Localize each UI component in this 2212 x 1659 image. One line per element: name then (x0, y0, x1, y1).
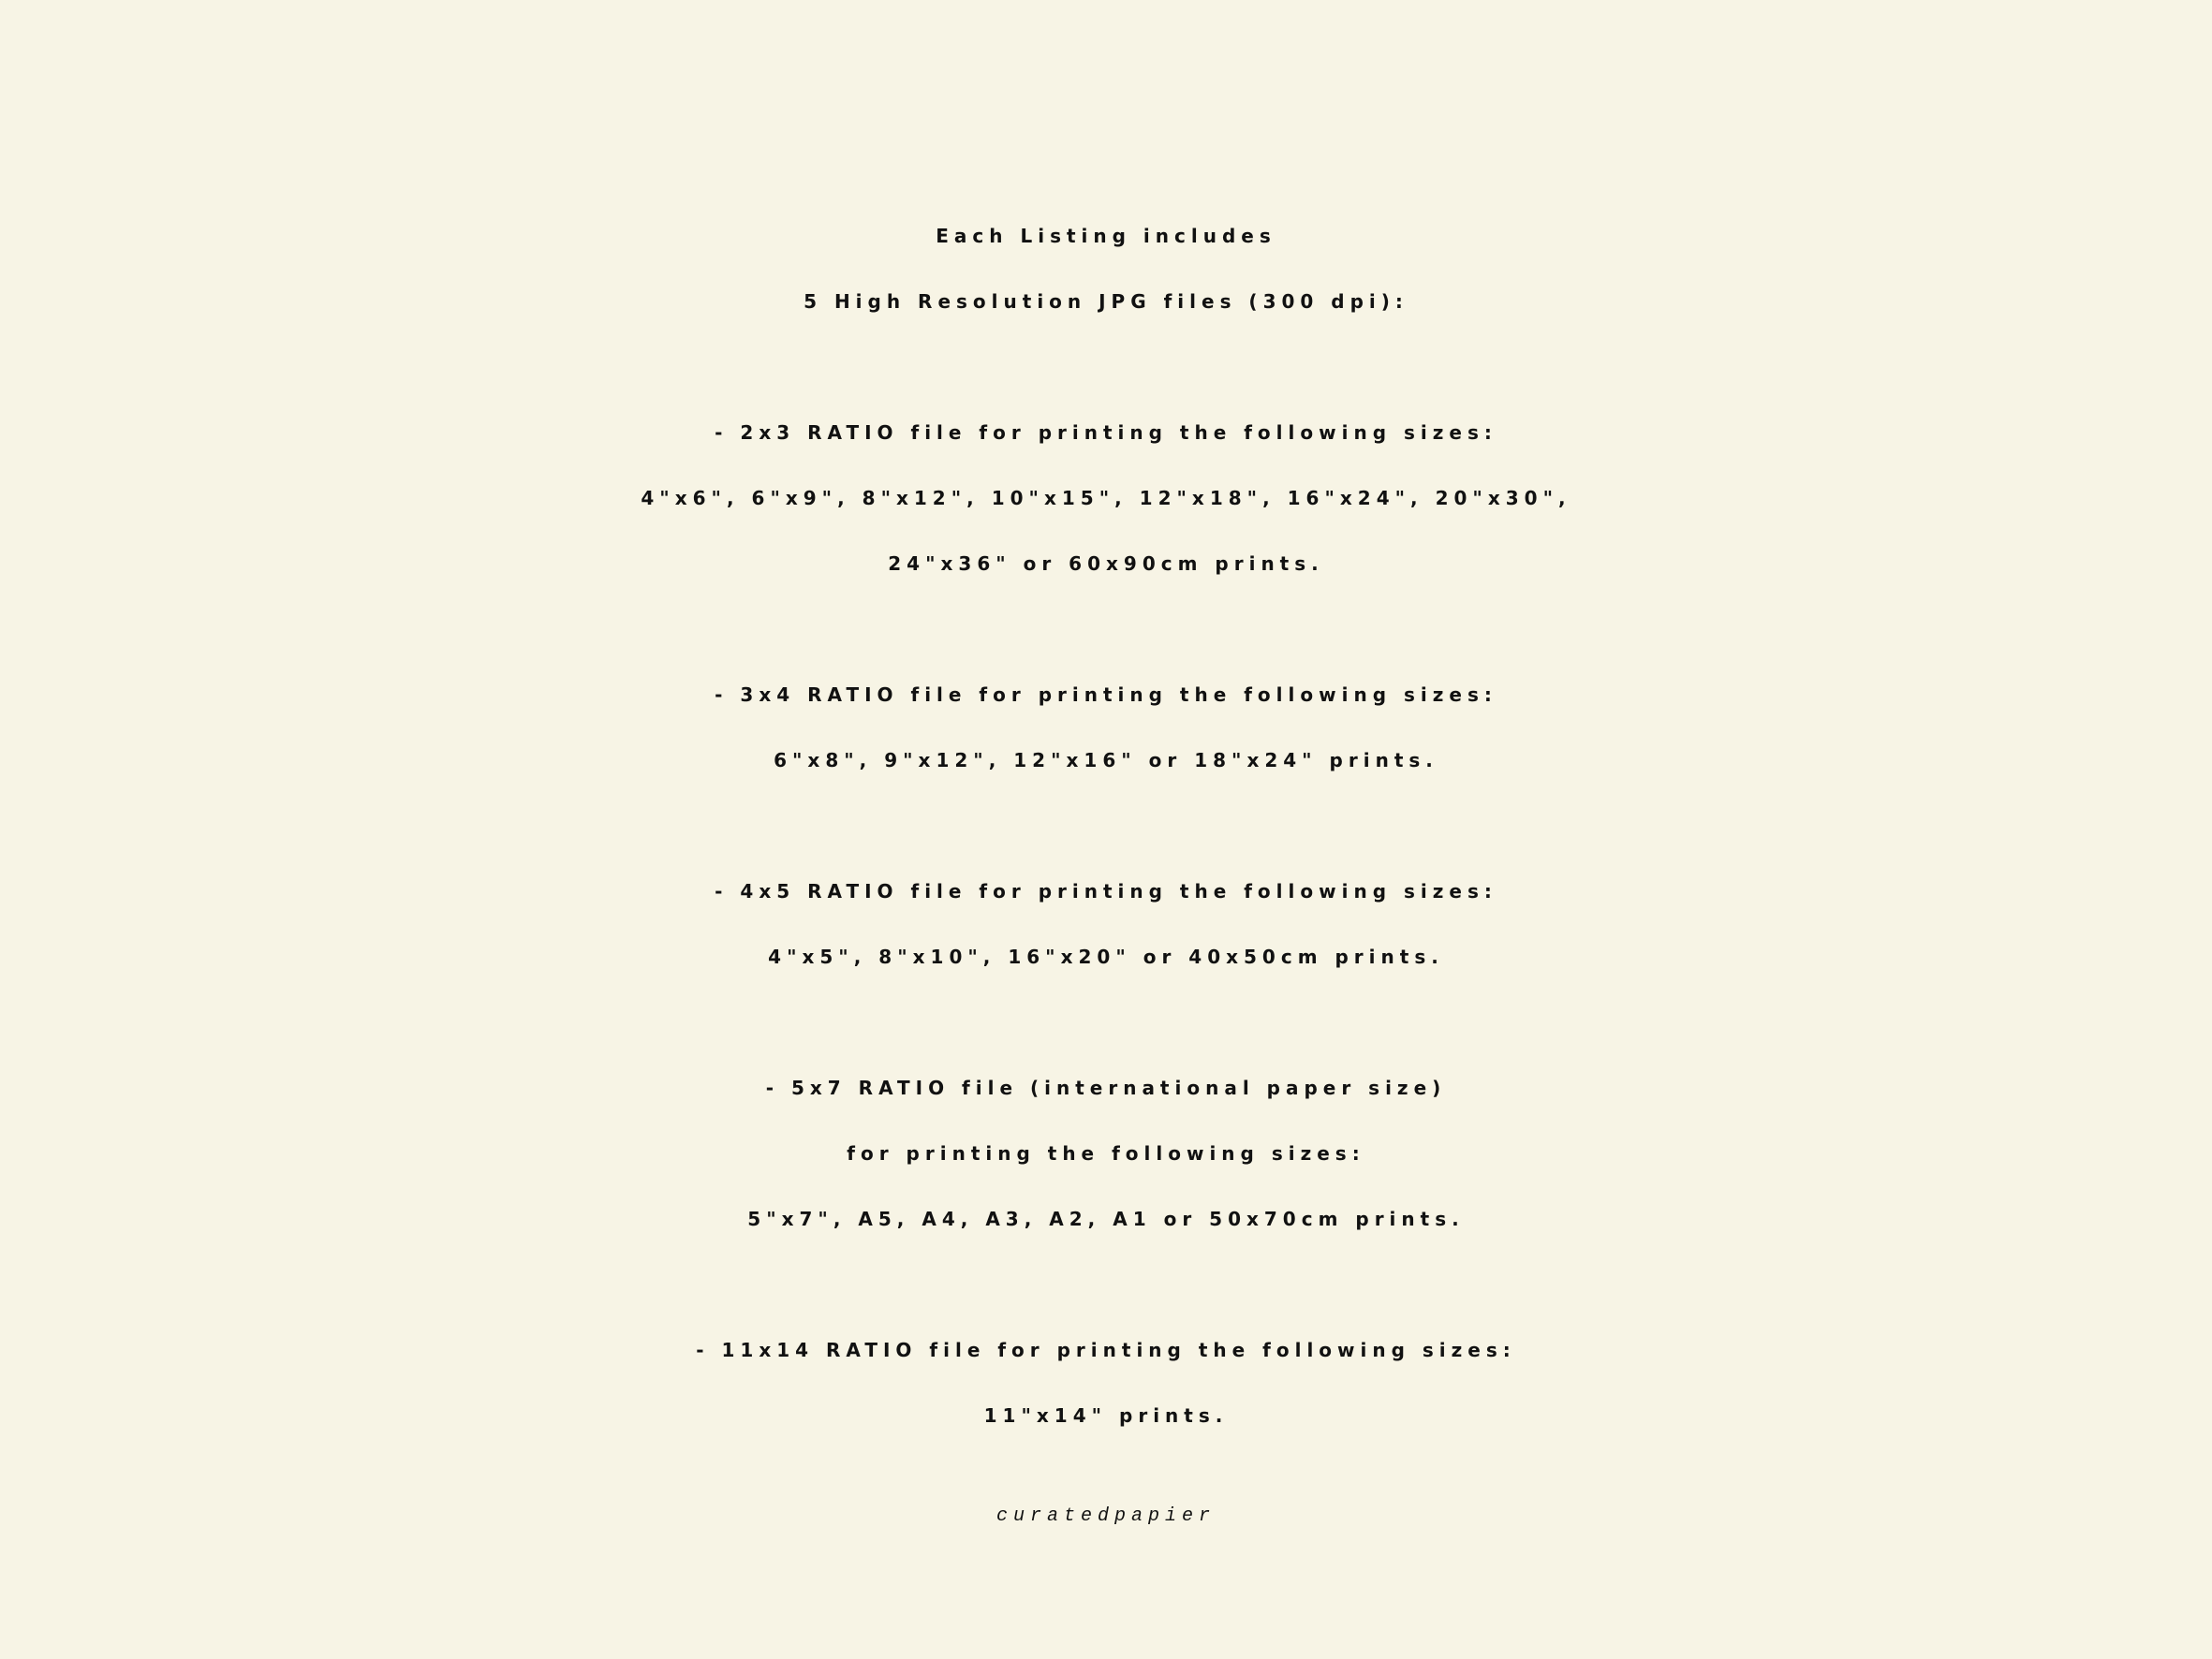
ratio-2x3-sizes: 4"x6", 6"x9", 8"x12", 10"x15", 12"x18", 16"x24", 20"x30", (641, 487, 1571, 509)
ratio-5x7-sizes: 5"x7", A5, A4, A3, A2, A1 or 50x70cm prints. (747, 1208, 1465, 1230)
ratio-4x5-sizes: 4"x5", 8"x10", 16"x20" or 40x50cm prints. (768, 946, 1444, 968)
ratio-5x7-subheading: for printing the following sizes: (847, 1142, 1365, 1165)
ratio-3x4-heading: - 3x4 RATIO file for printing the following sizes: (715, 683, 1497, 706)
ratio-5x7-heading: - 5x7 RATIO file (international paper size) (765, 1077, 1447, 1099)
ratio-3x4-sizes: 6"x8", 9"x12", 12"x16" or 18"x24" prints. (774, 749, 1438, 771)
ratio-11x14-sizes: 11"x14" prints. (983, 1404, 1229, 1427)
ratio-2x3-heading: - 2x3 RATIO file for printing the following sizes: (715, 421, 1497, 444)
ratio-2x3-sizes-cont: 24"x36" or 60x90cm prints. (888, 552, 1324, 575)
brand-signature: curatedpapier (995, 1505, 1217, 1527)
ratio-4x5-heading: - 4x5 RATIO file for printing the following sizes: (715, 880, 1497, 903)
header-line-2: 5 High Resolution JPG files (300 dpi): (804, 290, 1408, 313)
header-line-1: Each Listing includes (936, 225, 1276, 247)
ratio-11x14-heading: - 11x14 RATIO file for printing the following sizes: (696, 1339, 1516, 1361)
